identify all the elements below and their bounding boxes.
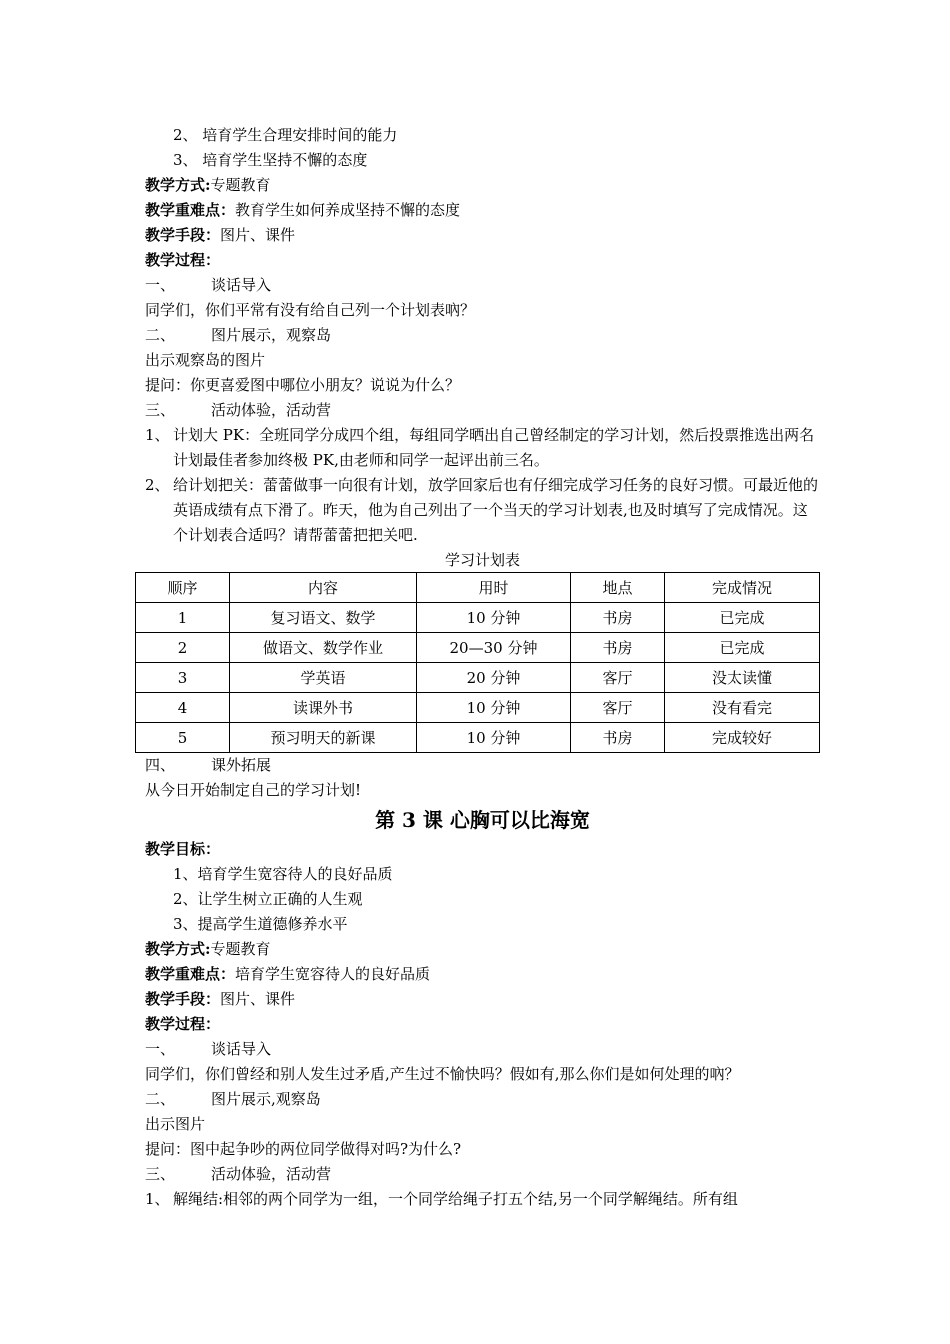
field-label: 教学方式: [145, 940, 211, 958]
table-cell: 20 分钟 [417, 663, 571, 693]
field-value: 图片、课件 [220, 990, 296, 1008]
table-caption: 学习计划表 [444, 551, 520, 569]
goals-heading: 教学目标： [145, 840, 221, 858]
table-row [136, 723, 820, 753]
table-header-row [136, 573, 820, 603]
table-cell: 没有看完 [665, 693, 820, 723]
paragraph: 同学们，你们曾经和别人发生过矛盾,产生过不愉快吗？假如有,那么你们是如何处理的吶？ [145, 1065, 740, 1083]
table-cell: 20—30 分钟 [417, 633, 571, 663]
field-label: 教学重难点： [145, 965, 236, 983]
teaching-method [145, 173, 820, 198]
section-heading: 四、 课外拓展 [145, 756, 272, 774]
paragraph: 同学们，你们平常有没有给自己列一个计划表吶？ [145, 301, 476, 319]
table-cell: 4 [136, 693, 230, 723]
teaching-means [145, 223, 820, 248]
table-cell: 学英语 [230, 663, 417, 693]
table-cell: 10 分钟 [417, 693, 571, 723]
field-label: 教学手段： [145, 226, 221, 244]
section-heading: 二、 图片展示,观察岛 [145, 1090, 321, 1108]
goal-item: 2、 培育学生合理安排时间的能力 [173, 126, 398, 144]
table-cell: 3 [136, 663, 230, 693]
paragraph: 从今日开始制定自己的学习计划! [145, 781, 362, 799]
field-label: 教学方式: [145, 176, 211, 194]
process-heading: 教学过程： [145, 1015, 221, 1033]
teaching-method [145, 937, 820, 962]
table-header: 地点 [571, 573, 665, 603]
paragraph: 出示图片 [145, 1115, 206, 1133]
table-row [136, 633, 820, 663]
list-item: 1、 计划大 PK：全班同学分成四个组，每组同学晒出自己曾经制定的学习计划，然后投票推选出两名计划最佳者参加终极 PK,由老师和同学一起评出前三名。 [145, 426, 815, 469]
table-cell: 1 [136, 603, 230, 633]
teaching-key-points [145, 962, 820, 987]
section-heading: 二、 图片展示，观察岛 [145, 326, 332, 344]
table-cell: 已完成 [665, 603, 820, 633]
process-heading: 教学过程： [145, 251, 221, 269]
table-cell: 已完成 [665, 633, 820, 663]
goal-item: 2、让学生树立正确的人生观 [173, 890, 363, 908]
field-value: 教育学生如何养成坚持不懈的态度 [235, 201, 461, 219]
table-cell: 做语文、数学作业 [230, 633, 417, 663]
section-heading: 三、 活动体验，活动营 [145, 401, 332, 419]
table-cell: 完成较好 [665, 723, 820, 753]
goal-item: 3、提高学生道德修养水平 [173, 915, 348, 933]
paragraph: 提问：图中起争吵的两位同学做得对吗?为什么? [145, 1140, 462, 1158]
table-cell: 10 分钟 [417, 723, 571, 753]
field-label: 教学手段： [145, 990, 221, 1008]
table-cell: 客厅 [571, 693, 665, 723]
table-cell: 10 分钟 [417, 603, 571, 633]
goal-item: 3、 培育学生坚持不懈的态度 [173, 151, 368, 169]
section-heading: 一、 谈话导入 [145, 276, 272, 294]
field-value: 专题教育 [210, 176, 271, 194]
table-cell: 读课外书 [230, 693, 417, 723]
field-value: 图片、课件 [220, 226, 296, 244]
paragraph: 提问：你更喜爱图中哪位小朋友？说说为什么？ [145, 376, 461, 394]
table-cell: 客厅 [571, 663, 665, 693]
table-row [136, 663, 820, 693]
table-cell: 没太读懂 [665, 663, 820, 693]
table-cell: 预习明天的新课 [230, 723, 417, 753]
table-cell: 书房 [571, 723, 665, 753]
table-cell: 书房 [571, 633, 665, 663]
teaching-key-points [145, 198, 820, 223]
table-header: 用时 [417, 573, 571, 603]
table-header: 内容 [230, 573, 417, 603]
section-heading: 三、 活动体验，活动营 [145, 1165, 332, 1183]
study-plan-table [135, 572, 820, 753]
table-cell: 复习语文、数学 [230, 603, 417, 633]
field-label: 教学重难点： [145, 201, 236, 219]
table-header: 完成情况 [665, 573, 820, 603]
section-heading: 一、 谈话导入 [145, 1040, 272, 1058]
paragraph: 出示观察岛的图片 [145, 351, 266, 369]
table-cell: 5 [136, 723, 230, 753]
goal-item: 1、培育学生宽容待人的良好品质 [173, 865, 393, 883]
document-content [145, 123, 820, 1212]
table-cell: 书房 [571, 603, 665, 633]
list-item: 2、 给计划把关：蕾蕾做事一向很有计划，放学回家后也有仔细完成学习任务的良好习惯。可最近他的英语成绩有点下滑了。昨天，他为自己列出了一个当天的学习计划表,也及时填写了完成情况。这个计划表合适吗？请帮蕾蕾把把关吧. [145, 476, 819, 544]
table-cell: 2 [136, 633, 230, 663]
field-value: 培育学生宽容待人的良好品质 [235, 965, 431, 983]
list-item: 1、 解绳结:相邻的两个同学为一组，一个同学给绳子打五个结,另一个同学解绳结。所有组 [145, 1190, 738, 1208]
field-value: 专题教育 [210, 940, 271, 958]
teaching-means [145, 987, 820, 1012]
table-row [136, 603, 820, 633]
lesson-title: 第 3 课 心胸可以比海宽 [375, 808, 590, 832]
table-row [136, 693, 820, 723]
table-header: 顺序 [136, 573, 230, 603]
